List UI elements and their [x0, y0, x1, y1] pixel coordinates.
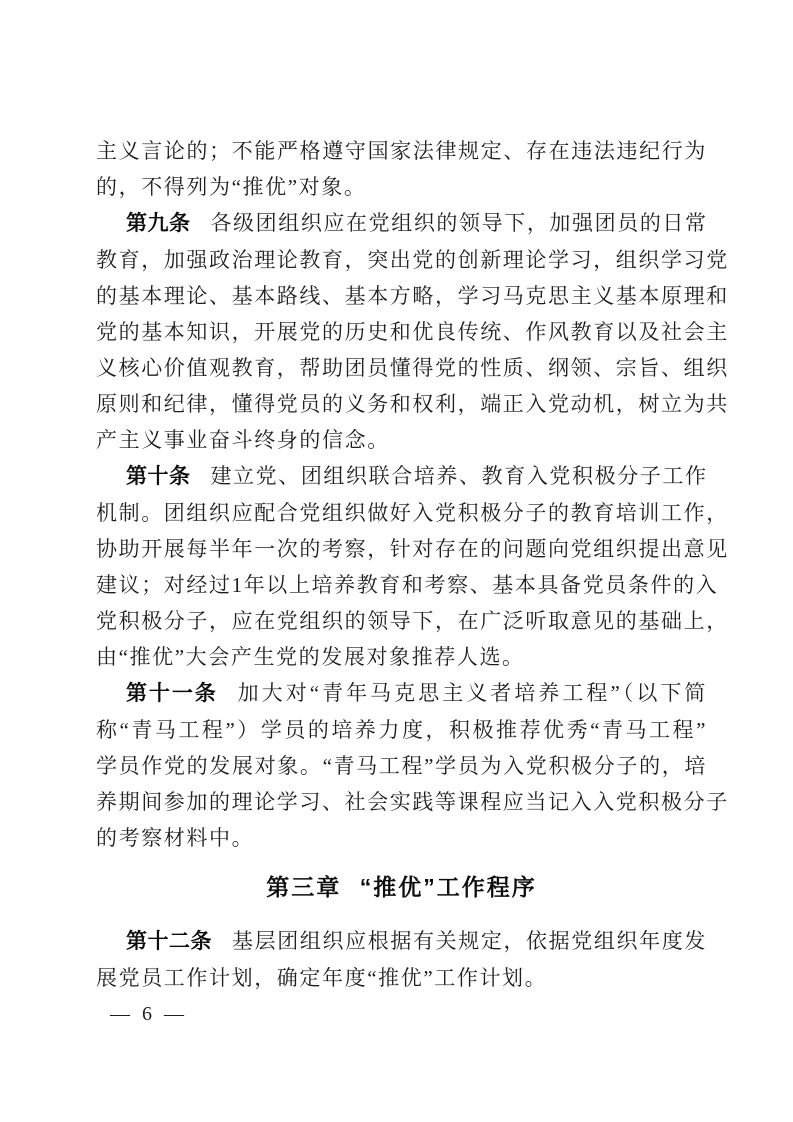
- article-9-line: 教育，加强政治理论教育，突出党的创新理论学习，组织学习党: [96, 248, 729, 272]
- article-12-first-line: [96, 923, 707, 960]
- article-10-number: 第十条: [126, 465, 191, 488]
- paragraph-line: 主义言论的；不能严格遵守国家法律规定、存在违法违纪行为: [96, 139, 707, 163]
- document-body: [96, 133, 729, 996]
- article-9-line: 义核心价值观教育，帮助团员懂得党的性质、纲领、宗旨、组织: [96, 356, 729, 380]
- article-11-line: 称“青马工程”）学员的培养力度，积极推荐优秀“青马工程”: [96, 718, 707, 742]
- article-9-text: 各级团组织应在党组织的领导下，加强团员的日常: [210, 211, 708, 235]
- article-10-line: 党积极分子，应在党组织的领导下，在广泛听取意见的基础上，: [96, 609, 729, 633]
- article-12-text: 基层团组织应根据有关规定，依据党组织年度发: [232, 929, 707, 953]
- article-10-first-line: [96, 458, 707, 495]
- article-10-text: 建立党、团组织联合培养、教育入党积极分子工作: [210, 464, 708, 488]
- article-12-number: 第十二条: [126, 930, 213, 953]
- article-11-line: 养期间参加的理论学习、社会实践等课程应当记入入党积极分子: [96, 790, 729, 814]
- article-11-text: 加大对“青年马克思主义者培养工程”（以下简: [237, 681, 707, 705]
- article-11-line: 的考察材料中。: [96, 826, 255, 850]
- article-9-first-line: [96, 205, 707, 242]
- article-9-line: 产主义事业奋斗终身的信念。: [96, 428, 390, 452]
- article-11-first-line: [96, 675, 707, 712]
- article-10-line: 由“推优”大会产生党的发展对象推荐人选。: [96, 645, 525, 669]
- article-9-number: 第九条: [126, 212, 191, 235]
- article-9-line: 的基本理论、基本路线、基本方略，学习马克思主义基本原理和: [96, 284, 729, 308]
- chapter-title: “推优”工作程序: [359, 874, 537, 900]
- page-number: — 6 —: [110, 1003, 185, 1025]
- chapter-number: 第三章: [266, 874, 342, 900]
- article-11-line: 学员作党的发展对象。“青马工程”学员为入党积极分子的，培: [96, 754, 707, 778]
- chapter-heading: [96, 869, 707, 905]
- article-10-line: 协助开展每半年一次的考察，针对存在的问题向党组织提出意见: [96, 537, 729, 561]
- article-12-line: 展党员工作计划，确定年度“推优”工作计划。: [96, 966, 548, 990]
- article-10-line: 机制。团组织应配合党组织做好入党积极分子的教育培训工作，: [96, 501, 729, 525]
- article-9-line: 原则和纪律，懂得党员的义务和权利，端正入党动机，树立为共: [96, 392, 729, 416]
- paragraph-line: 的，不得列为“推优”对象。: [96, 175, 367, 199]
- article-10-line: 建议；对经过1年以上培养教育和考察、基本具备党员条件的入: [96, 573, 719, 597]
- article-11-number: 第十一条: [126, 682, 218, 705]
- article-9-line: 党的基本知识，开展党的历史和优良传统、作风教育以及社会主: [96, 320, 729, 344]
